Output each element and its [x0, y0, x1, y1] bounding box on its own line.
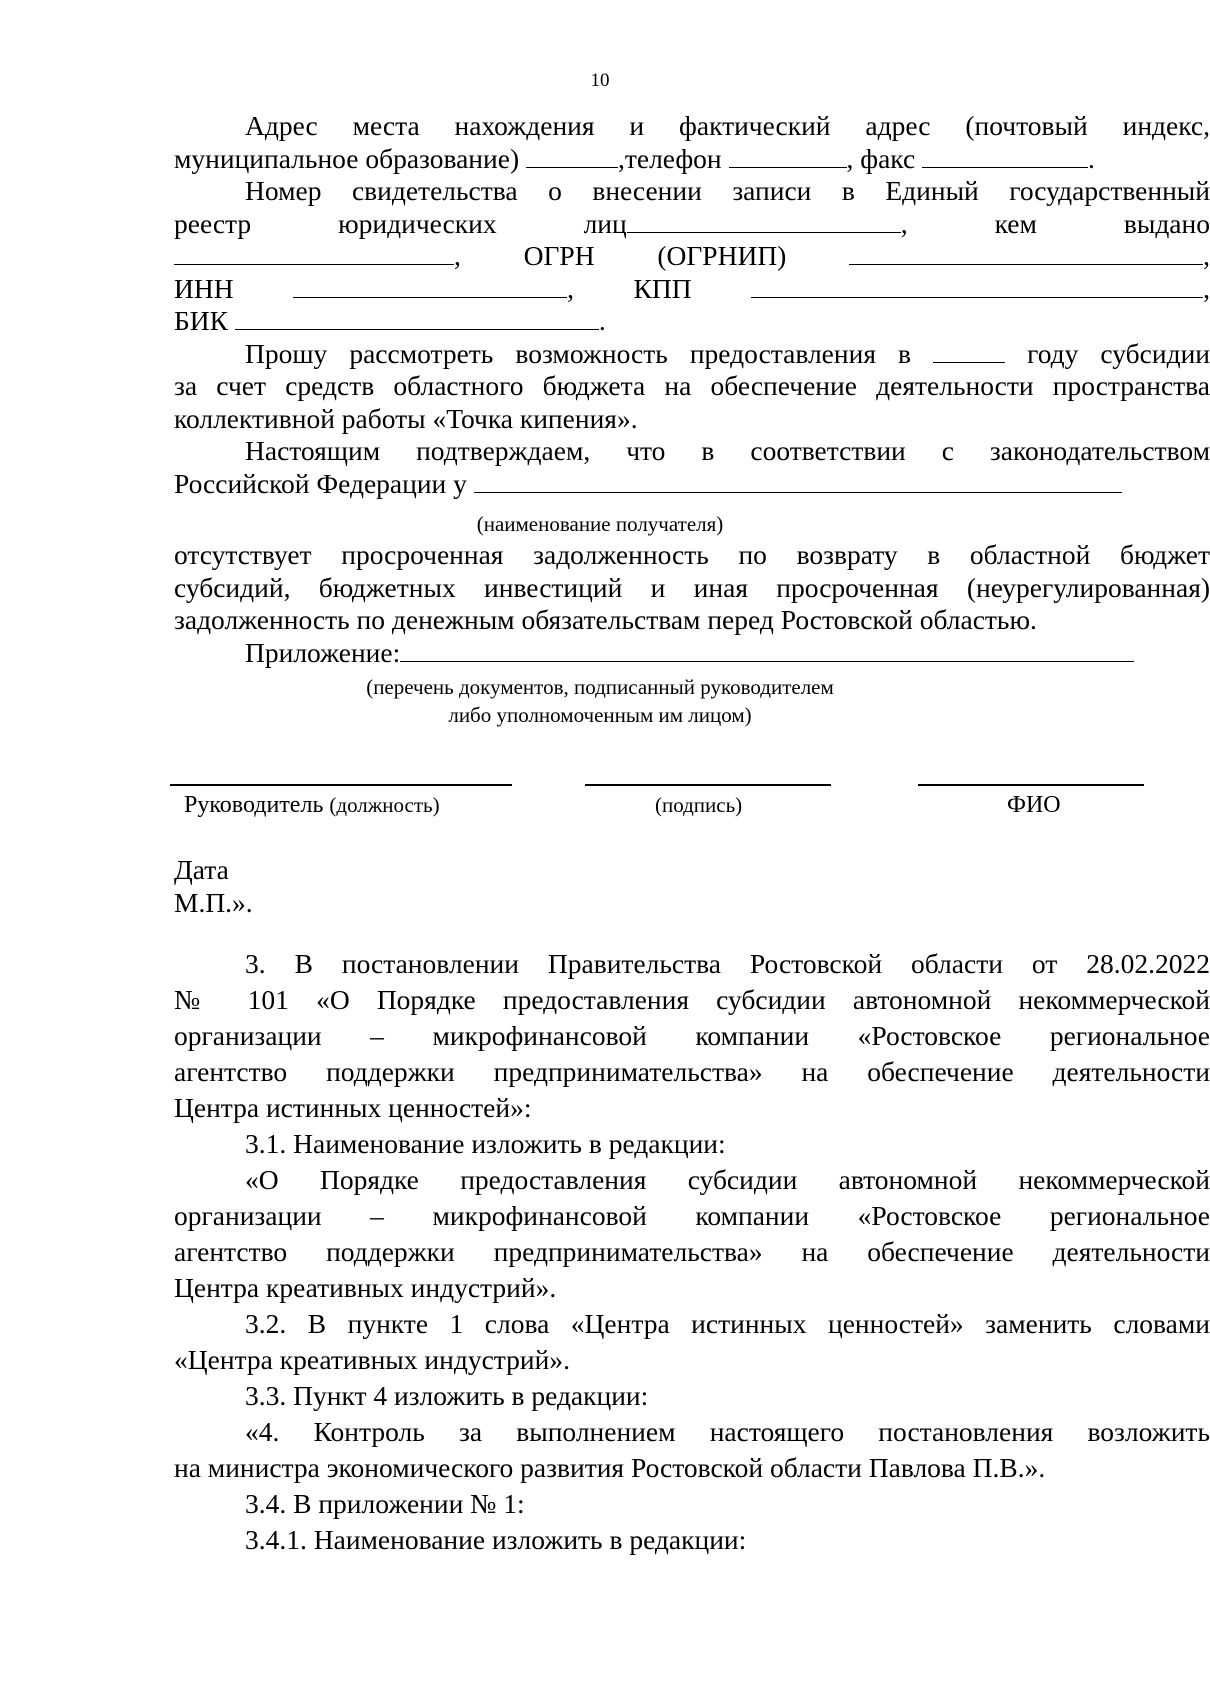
debt-line-2: субсидий, бюджетных инвестиций и иная просроченная (неурегулированная): [174, 571, 1210, 603]
request-line-2: за счет средств областного бюджета на обеспечение деятельности пространства: [174, 370, 1210, 401]
attachment-caption-1: (перечень документов, подписанный руководителем: [366, 675, 834, 699]
recipient-blank: [474, 469, 1122, 493]
date-label: Дата: [174, 854, 229, 885]
bik-line: БИК .: [174, 305, 606, 336]
paragraph-3-1-quote-line-3: агентство поддержки предпринимательства» на обеспечение деятельности: [174, 1236, 1210, 1267]
paragraph-3-4-1: 3.4.1. Наименование изложить в редакции:: [245, 1524, 747, 1555]
paragraph-3-4: 3.4. В приложении № 1:: [245, 1488, 525, 1519]
debt-line-1: отсутствует просроченная задолженность по возврату в областной бюджет: [174, 539, 1210, 570]
paragraph-3-3-quote-line-1: «4. Контроль за выполнением настоящего постановления возложить: [245, 1416, 1210, 1447]
ogrn-blank: [849, 241, 1203, 265]
bik-blank: [235, 306, 599, 330]
inn-kpp-line: ИНН , КПП ,: [174, 272, 1210, 304]
inn-blank: [293, 274, 567, 298]
kpp-blank: [751, 274, 1203, 298]
paragraph-3-3: 3.3. Пункт 4 изложить в редакции:: [245, 1380, 649, 1411]
signature-line: [585, 784, 831, 786]
date-stamp-block: [174, 854, 1210, 919]
fax-blank: [922, 144, 1088, 168]
paragraph-3-1-quote-line-4: Центра креативных индустрий».: [174, 1272, 557, 1303]
debt-block: [174, 539, 1210, 669]
fio-signature-line: [918, 784, 1144, 786]
debt-line-3: задолженность по денежным обязательствам перед Ростовской областью.: [174, 604, 1037, 635]
attachment-blank: [400, 638, 1134, 662]
ogrn-line: , ОГРН (ОГРНИП) ,: [174, 240, 1210, 273]
head-position-label: Руководитель (должность): [184, 792, 440, 818]
paragraph-3-line-3: организации – микрофинансовой компании «Ростовское региональное: [174, 1020, 1210, 1051]
phone-blank: [729, 144, 847, 168]
stamp-label: М.П.».: [174, 886, 253, 918]
confirm-line-1: Настоящим подтверждаем, что в соответствии с законодательством: [245, 435, 1210, 466]
recipient-caption: (наименование получателя): [476, 512, 724, 536]
request-line-3: коллективной работы «Точка кипения».: [174, 402, 638, 434]
paragraph-3-1-quote-line-2: организации – микрофинансовой компании «Ростовское региональное: [174, 1200, 1210, 1231]
paragraph-3-line-2: № 101 «О Порядке предоставления субсидии автономной некоммерческой: [174, 984, 1210, 1015]
paragraph-3-line-1: 3. В постановлении Правительства Ростовской области от 28.02.2022: [245, 948, 1210, 979]
attachment-line: Приложение:: [174, 637, 1210, 670]
year-blank: [933, 339, 1005, 363]
paragraph-3-line-5: Центра истинных ценностей»:: [174, 1092, 532, 1123]
paragraph-3-1-quote-line-1: «О Порядке предоставления субсидии автономной некоммерческой: [245, 1164, 1210, 1195]
paragraph-3-3-quote-line-2: на министра экономического развития Ростовской области Павлова П.В.».: [174, 1452, 1046, 1483]
issued-by-blank: [174, 241, 454, 265]
address-line-2: муниципальное образование) ,телефон , факс .: [174, 142, 1095, 174]
page-number: 10: [590, 70, 610, 91]
confirm-line-2: Российской Федерации у: [174, 468, 1210, 501]
registry-line-1: Номер свидетельства о внесении записи в Единый государственный: [245, 175, 1210, 206]
paragraph-3-2-line-1: 3.2. В пункте 1 слова «Центра истинных ценностей» заменить словами: [245, 1308, 1210, 1339]
address-line-1: Адрес места нахождения и фактический адрес (почтовый индекс,: [245, 110, 1210, 141]
request-line-1: Прошу рассмотреть возможность предоставления в году субсидии: [245, 337, 1210, 369]
registry-number-blank: [627, 209, 901, 233]
fio-label: ФИО: [1007, 792, 1061, 818]
amendments-block: [174, 946, 1210, 1558]
attachment-caption-2: либо уполномоченным им лицом): [448, 703, 752, 727]
signature-label: (подпись): [655, 793, 743, 817]
postal-municipality-blank: [526, 144, 618, 168]
paragraph-3-1: 3.1. Наименование изложить в редакции:: [245, 1128, 726, 1159]
paragraph-3-2-line-2: «Центра креативных индустрий».: [174, 1344, 570, 1375]
position-signature-line: [170, 784, 512, 786]
registry-line-2: реестр юридических лиц , кем выдано: [174, 207, 1210, 239]
paragraph-3-line-4: агентство поддержки предпринимательства» на обеспечение деятельности: [174, 1056, 1210, 1087]
form-block: [174, 110, 1210, 500]
